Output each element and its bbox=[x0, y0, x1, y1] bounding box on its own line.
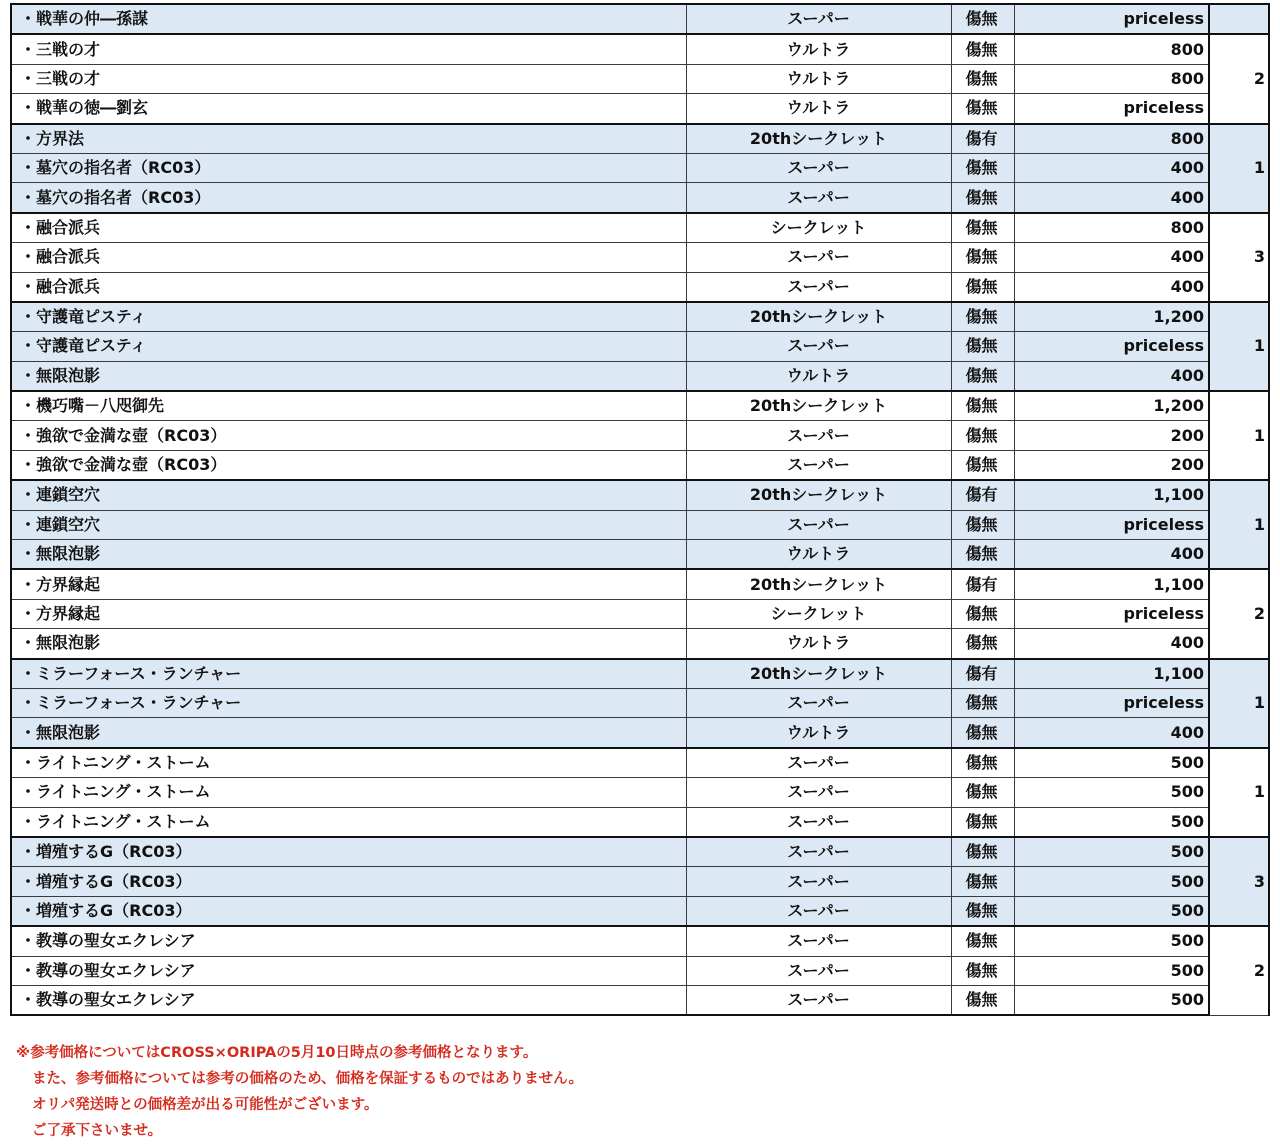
price-cell: 400 bbox=[1014, 361, 1209, 391]
quantity-cell bbox=[1209, 4, 1269, 34]
rarity-cell: スーパー bbox=[686, 896, 951, 926]
note-line-no-guarantee: また、参考価格については参考の価格のため、価格を保証するものではありません。 bbox=[32, 1071, 583, 1087]
card-price-table bbox=[10, 3, 1270, 1016]
condition-cell: 傷無 bbox=[951, 64, 1014, 93]
card-name-cell: ・無限泡影 bbox=[11, 629, 686, 659]
card-name-cell: ・ライトニング・ストーム bbox=[11, 807, 686, 837]
card-name-cell: ・方界縁起 bbox=[11, 569, 686, 599]
condition-cell: 傷有 bbox=[951, 124, 1014, 154]
table-row bbox=[11, 896, 1269, 926]
table-row bbox=[11, 688, 1269, 717]
price-cell: 1,100 bbox=[1014, 569, 1209, 599]
table-row bbox=[11, 629, 1269, 659]
condition-cell: 傷無 bbox=[951, 956, 1014, 985]
table-row bbox=[11, 391, 1269, 421]
quantity-cell: 1 bbox=[1209, 659, 1269, 748]
card-name-cell: ・ライトニング・ストーム bbox=[11, 748, 686, 778]
table-row bbox=[11, 778, 1269, 807]
condition-cell: 傷無 bbox=[951, 510, 1014, 539]
price-cell: 500 bbox=[1014, 807, 1209, 837]
condition-cell: 傷無 bbox=[951, 153, 1014, 182]
rarity-cell: ウルトラ bbox=[686, 629, 951, 659]
price-cell: 1,100 bbox=[1014, 480, 1209, 510]
condition-cell: 傷無 bbox=[951, 272, 1014, 302]
table-row bbox=[11, 985, 1269, 1015]
condition-cell: 傷無 bbox=[951, 748, 1014, 778]
condition-cell: 傷無 bbox=[951, 361, 1014, 391]
price-cell: 800 bbox=[1014, 213, 1209, 243]
condition-cell: 傷無 bbox=[951, 599, 1014, 628]
price-cell: 500 bbox=[1014, 778, 1209, 807]
rarity-cell: スーパー bbox=[686, 807, 951, 837]
card-name-cell: ・機巧嘴－八咫御先 bbox=[11, 391, 686, 421]
price-cell: 400 bbox=[1014, 629, 1209, 659]
note-line-price-difference: オリパ発送時との価格差が出る可能性がございます。 bbox=[32, 1097, 379, 1113]
quantity-cell: 3 bbox=[1209, 213, 1269, 302]
quantity-cell: 2 bbox=[1209, 34, 1269, 123]
condition-cell: 傷無 bbox=[951, 34, 1014, 64]
table-row bbox=[11, 659, 1269, 689]
card-name-cell: ・三戦の才 bbox=[11, 34, 686, 64]
condition-cell: 傷無 bbox=[951, 688, 1014, 717]
price-cell: 1,200 bbox=[1014, 391, 1209, 421]
rarity-cell: スーパー bbox=[686, 985, 951, 1015]
condition-cell: 傷無 bbox=[951, 718, 1014, 748]
price-cell: 400 bbox=[1014, 153, 1209, 182]
rarity-cell: スーパー bbox=[686, 510, 951, 539]
rarity-cell: スーパー bbox=[686, 450, 951, 480]
card-name-cell: ・戦華の徳―劉玄 bbox=[11, 94, 686, 124]
card-name-cell: ・教導の聖女エクレシア bbox=[11, 926, 686, 956]
table-row bbox=[11, 956, 1269, 985]
card-name-cell: ・方界法 bbox=[11, 124, 686, 154]
condition-cell: 傷有 bbox=[951, 569, 1014, 599]
condition-cell: 傷無 bbox=[951, 807, 1014, 837]
table-row bbox=[11, 361, 1269, 391]
condition-cell: 傷無 bbox=[951, 4, 1014, 34]
table-row bbox=[11, 510, 1269, 539]
rarity-cell: シークレット bbox=[686, 213, 951, 243]
card-name-cell: ・強欲で金満な壺（RC03） bbox=[11, 421, 686, 450]
condition-cell: 傷無 bbox=[951, 926, 1014, 956]
card-name-cell: ・ライトニング・ストーム bbox=[11, 778, 686, 807]
price-cell: 400 bbox=[1014, 183, 1209, 213]
condition-cell: 傷無 bbox=[951, 985, 1014, 1015]
quantity-cell: 2 bbox=[1209, 926, 1269, 1015]
note-line-reference-date: ※参考価格についてはCROSS×ORIPAの5月10日時点の参考価格となります。 bbox=[16, 1045, 538, 1061]
card-name-cell: ・三戦の才 bbox=[11, 64, 686, 93]
rarity-cell: ウルトラ bbox=[686, 94, 951, 124]
condition-cell: 傷無 bbox=[951, 183, 1014, 213]
price-cell: priceless bbox=[1014, 94, 1209, 124]
card-name-cell: ・ミラーフォース・ランチャー bbox=[11, 659, 686, 689]
price-cell: priceless bbox=[1014, 599, 1209, 628]
card-name-cell: ・ミラーフォース・ランチャー bbox=[11, 688, 686, 717]
price-cell: 500 bbox=[1014, 985, 1209, 1015]
rarity-cell: スーパー bbox=[686, 837, 951, 867]
rarity-cell: 20thシークレット bbox=[686, 659, 951, 689]
condition-cell: 傷無 bbox=[951, 540, 1014, 570]
rarity-cell: ウルトラ bbox=[686, 64, 951, 93]
condition-cell: 傷無 bbox=[951, 94, 1014, 124]
card-name-cell: ・墓穴の指名者（RC03） bbox=[11, 183, 686, 213]
card-name-cell: ・守護竜ピスティ bbox=[11, 332, 686, 361]
table-row bbox=[11, 867, 1269, 896]
rarity-cell: ウルトラ bbox=[686, 34, 951, 64]
price-cell: priceless bbox=[1014, 510, 1209, 539]
rarity-cell: スーパー bbox=[686, 153, 951, 182]
condition-cell: 傷無 bbox=[951, 896, 1014, 926]
condition-cell: 傷無 bbox=[951, 867, 1014, 896]
table-row bbox=[11, 748, 1269, 778]
rarity-cell: スーパー bbox=[686, 272, 951, 302]
price-cell: 400 bbox=[1014, 540, 1209, 570]
condition-cell: 傷無 bbox=[951, 421, 1014, 450]
rarity-cell: ウルトラ bbox=[686, 361, 951, 391]
quantity-cell: 1 bbox=[1209, 748, 1269, 837]
table-row bbox=[11, 34, 1269, 64]
card-name-cell: ・無限泡影 bbox=[11, 718, 686, 748]
card-name-cell: ・融合派兵 bbox=[11, 243, 686, 272]
table-row bbox=[11, 926, 1269, 956]
card-name-cell: ・増殖するG（RC03） bbox=[11, 837, 686, 867]
card-name-cell: ・教導の聖女エクレシア bbox=[11, 985, 686, 1015]
table-row bbox=[11, 421, 1269, 450]
table-row bbox=[11, 599, 1269, 628]
price-cell: 800 bbox=[1014, 64, 1209, 93]
card-name-cell: ・守護竜ピスティ bbox=[11, 302, 686, 332]
card-name-cell: ・教導の聖女エクレシア bbox=[11, 956, 686, 985]
rarity-cell: 20thシークレット bbox=[686, 480, 951, 510]
rarity-cell: スーパー bbox=[686, 243, 951, 272]
table-row bbox=[11, 213, 1269, 243]
card-name-cell: ・無限泡影 bbox=[11, 540, 686, 570]
quantity-cell: 1 bbox=[1209, 124, 1269, 213]
rarity-cell: スーパー bbox=[686, 688, 951, 717]
table-row bbox=[11, 837, 1269, 867]
rarity-cell: スーパー bbox=[686, 183, 951, 213]
table-row bbox=[11, 64, 1269, 93]
rarity-cell: ウルトラ bbox=[686, 540, 951, 570]
price-cell: priceless bbox=[1014, 688, 1209, 717]
price-cell: priceless bbox=[1014, 4, 1209, 34]
condition-cell: 傷有 bbox=[951, 480, 1014, 510]
table-row bbox=[11, 540, 1269, 570]
condition-cell: 傷無 bbox=[951, 778, 1014, 807]
card-name-cell: ・融合派兵 bbox=[11, 272, 686, 302]
condition-cell: 傷無 bbox=[951, 391, 1014, 421]
rarity-cell: スーパー bbox=[686, 421, 951, 450]
table-row bbox=[11, 569, 1269, 599]
price-cell: 1,200 bbox=[1014, 302, 1209, 332]
rarity-cell: スーパー bbox=[686, 748, 951, 778]
rarity-cell: スーパー bbox=[686, 956, 951, 985]
condition-cell: 傷無 bbox=[951, 243, 1014, 272]
card-name-cell: ・連鎖空穴 bbox=[11, 480, 686, 510]
rarity-cell: 20thシークレット bbox=[686, 569, 951, 599]
rarity-cell: スーパー bbox=[686, 867, 951, 896]
condition-cell: 傷無 bbox=[951, 629, 1014, 659]
card-name-cell: ・増殖するG（RC03） bbox=[11, 896, 686, 926]
rarity-cell: スーパー bbox=[686, 4, 951, 34]
table-row bbox=[11, 718, 1269, 748]
price-cell: 800 bbox=[1014, 124, 1209, 154]
table-row bbox=[11, 480, 1269, 510]
table-row bbox=[11, 94, 1269, 124]
price-cell: 500 bbox=[1014, 837, 1209, 867]
rarity-cell: スーパー bbox=[686, 332, 951, 361]
price-cell: 200 bbox=[1014, 450, 1209, 480]
rarity-cell: スーパー bbox=[686, 926, 951, 956]
rarity-cell: 20thシークレット bbox=[686, 302, 951, 332]
table-row bbox=[11, 4, 1269, 34]
price-cell: 800 bbox=[1014, 34, 1209, 64]
quantity-cell: 2 bbox=[1209, 569, 1269, 658]
table-row bbox=[11, 272, 1269, 302]
disclaimer-notes bbox=[16, 1040, 583, 1144]
price-cell: 400 bbox=[1014, 272, 1209, 302]
price-cell: 400 bbox=[1014, 243, 1209, 272]
quantity-cell: 1 bbox=[1209, 480, 1269, 569]
table-row bbox=[11, 450, 1269, 480]
price-cell: 500 bbox=[1014, 748, 1209, 778]
rarity-cell: スーパー bbox=[686, 778, 951, 807]
card-name-cell: ・強欲で金満な壺（RC03） bbox=[11, 450, 686, 480]
table-row bbox=[11, 243, 1269, 272]
quantity-cell: 3 bbox=[1209, 837, 1269, 926]
condition-cell: 傷無 bbox=[951, 213, 1014, 243]
table-row bbox=[11, 302, 1269, 332]
card-price-table-body bbox=[11, 4, 1269, 1015]
price-cell: 200 bbox=[1014, 421, 1209, 450]
card-name-cell: ・融合派兵 bbox=[11, 213, 686, 243]
rarity-cell: 20thシークレット bbox=[686, 391, 951, 421]
card-name-cell: ・増殖するG（RC03） bbox=[11, 867, 686, 896]
rarity-cell: ウルトラ bbox=[686, 718, 951, 748]
price-cell: 1,100 bbox=[1014, 659, 1209, 689]
condition-cell: 傷無 bbox=[951, 450, 1014, 480]
price-cell: 500 bbox=[1014, 896, 1209, 926]
card-name-cell: ・方界縁起 bbox=[11, 599, 686, 628]
price-cell: 500 bbox=[1014, 956, 1209, 985]
condition-cell: 傷有 bbox=[951, 659, 1014, 689]
card-name-cell: ・墓穴の指名者（RC03） bbox=[11, 153, 686, 182]
price-cell: priceless bbox=[1014, 332, 1209, 361]
card-name-cell: ・戦華の仲―孫謀 bbox=[11, 4, 686, 34]
condition-cell: 傷無 bbox=[951, 332, 1014, 361]
price-cell: 500 bbox=[1014, 926, 1209, 956]
condition-cell: 傷無 bbox=[951, 302, 1014, 332]
quantity-cell: 1 bbox=[1209, 302, 1269, 391]
quantity-cell: 1 bbox=[1209, 391, 1269, 480]
table-row bbox=[11, 153, 1269, 182]
condition-cell: 傷無 bbox=[951, 837, 1014, 867]
rarity-cell: シークレット bbox=[686, 599, 951, 628]
table-row bbox=[11, 124, 1269, 154]
table-row bbox=[11, 807, 1269, 837]
note-line-acknowledge: ご了承下さいませ。 bbox=[32, 1123, 163, 1139]
table-row bbox=[11, 332, 1269, 361]
price-cell: 500 bbox=[1014, 867, 1209, 896]
rarity-cell: 20thシークレット bbox=[686, 124, 951, 154]
table-row bbox=[11, 183, 1269, 213]
card-name-cell: ・連鎖空穴 bbox=[11, 510, 686, 539]
card-name-cell: ・無限泡影 bbox=[11, 361, 686, 391]
price-cell: 400 bbox=[1014, 718, 1209, 748]
